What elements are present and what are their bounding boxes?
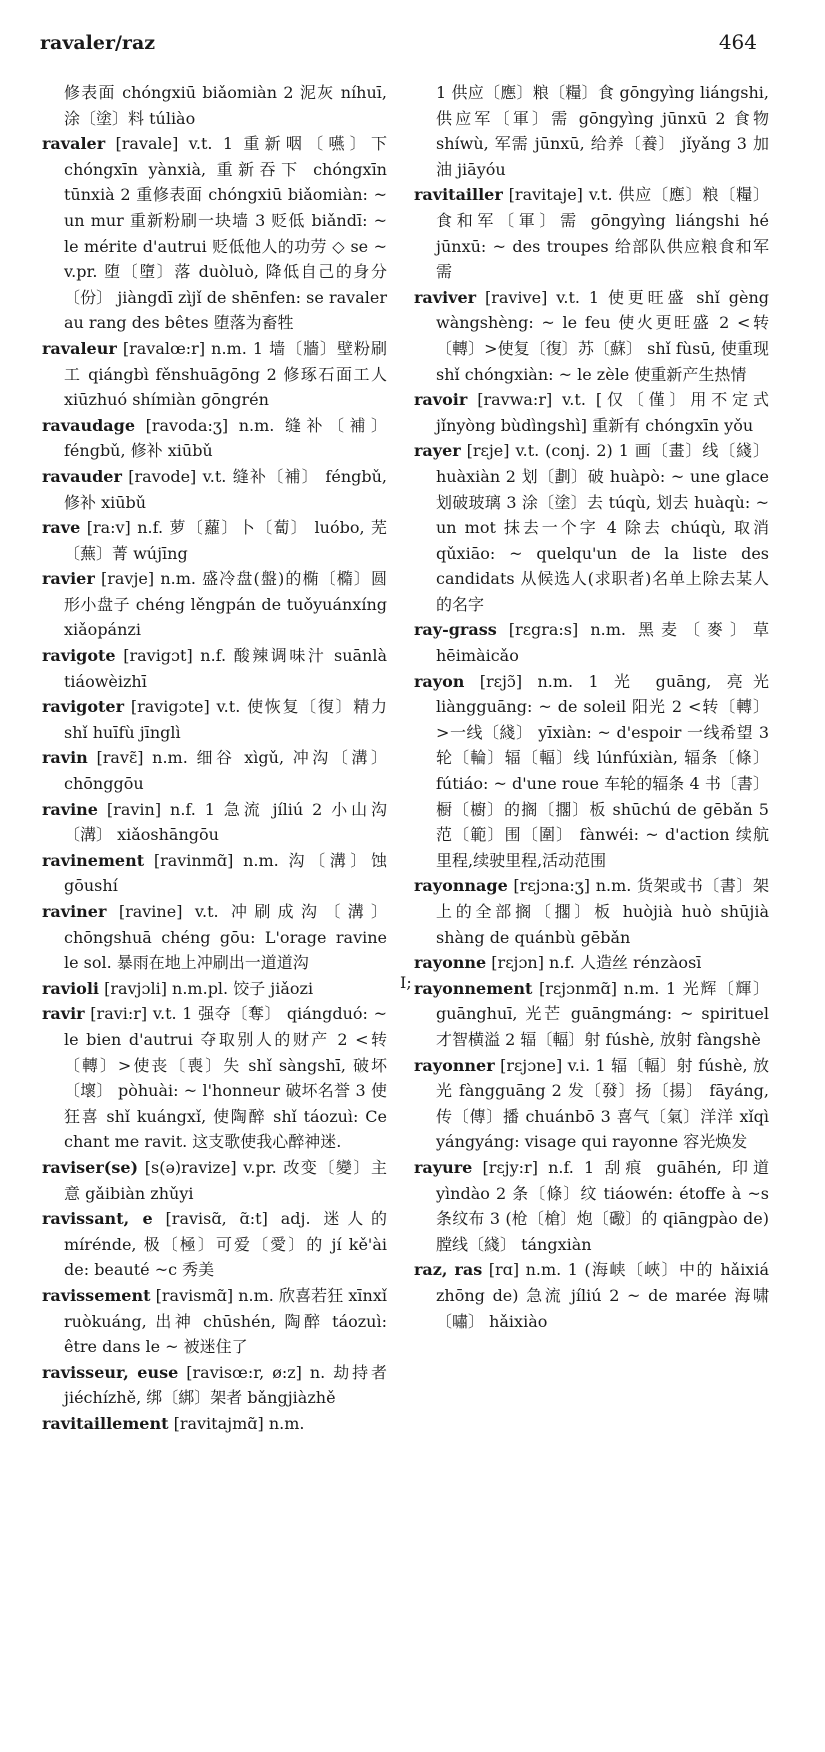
dictionary-entry: rayonnement [rɛjɔnmɑ̃] n.m. 1 光辉〔輝〕 guānghuī, 光芒 guāngmáng: ~ spirituel 才智横溢 2 辐〔輻〕射 fúshè, 放射 fàngshè [414, 978, 769, 1049]
dictionary-entry: ravier [ravje] n.m. 盛冷盘(盤)的椭〔橢〕圆形小盘子 chéng lěngpán de tuǒyuánxíng xiǎopánzi [42, 569, 387, 640]
dictionary-entry: ravioli [ravjɔli] n.m.pl. 饺子 jiǎozi [42, 978, 314, 998]
headword: ravaler [42, 134, 106, 154]
headword: ravir [42, 1004, 85, 1024]
headword: ravaleur [42, 338, 117, 358]
dictionary-entry: ravigote [ravigɔt] n.f. 酸辣调味汁 suānlà tiáowèizhī [42, 646, 387, 691]
dictionary-entry: ravin [ravɛ̃] n.m. 细谷 xìgǔ, 冲沟〔溝〕 chōnggōu [42, 748, 387, 794]
dictionary-entry: ray-grass [rɛgra:s] n.m. 黑麦〔麥〕草 hēimàicǎo [414, 620, 769, 666]
headword: ravisseur, euse [42, 1362, 179, 1382]
headword: rayonne [414, 953, 487, 973]
headword: rayure [414, 1157, 473, 1177]
dictionary-entry: ravigoter [ravigɔte] v.t. 使恢复〔復〕精力 shǐ huīfù jīnglì [42, 697, 387, 742]
dictionary-entry: ravitailler [ravitaje] v.t. 供应〔應〕粮〔糧〕食和军〔軍〕需 gōngyìng liángshi hé jūnxū: ~ des troupes 给部队供应粮食和军需 [414, 185, 769, 282]
dictionary-entry: rayure [rɛjy:r] n.f. 1 刮痕 guāhén, 印道 yìndào 2 条〔條〕纹 tiáowén: étoffe à ~s 条纹布 3 (枪〔槍〕炮〔礮〕的 qiāngpào de) 膛线〔綫〕 tángxiàn [414, 1157, 769, 1254]
headword: ravioli [42, 978, 99, 998]
headword: rayonnement [414, 978, 533, 998]
headword: ravaudage [42, 415, 136, 435]
headword: rayon [414, 671, 465, 691]
dictionary-entry: ravine [ravin] n.f. 1 急流 jíliú 2 小山沟〔溝〕 xiǎoshāngōu [42, 799, 387, 845]
dictionary-entry: ravaleur [ravalœ:r] n.m. 1 墙〔牆〕壁粉刷工 qiángbì fěnshuāgōng 2 修琢石面工人 xiūzhuó shímiàn gōngrén [42, 338, 387, 410]
headword: ravine [42, 799, 98, 819]
margin-mark: I; [400, 973, 412, 992]
headword: rayonnage [414, 876, 508, 896]
headword: ravinement [42, 850, 145, 870]
dictionary-entry: rave [ra:v] n.f. 萝〔蘿〕卜〔蔔〕 luóbo, 芜〔蕪〕菁 wújīng [42, 518, 387, 563]
dictionary-entry: raviner [ravine] v.t. 冲刷成沟〔溝〕 chōngshuā chéng gōu: L'orage ravine le sol. 暴雨在地上冲刷出一道道沟 [42, 902, 387, 973]
page-number: 464 [718, 30, 757, 54]
right-column [414, 80, 769, 1334]
headword: ravitaillement [42, 1413, 169, 1433]
dictionary-entry: ravauder [ravode] v.t. 缝补〔補〕 féngbǔ, 修补 xiūbǔ [42, 466, 387, 512]
dictionary-entry: ravaler [ravale] v.t. 1 重新咽〔嚥〕下 chóngxīn yànxià, 重新吞下 chóngxīn tūnxià 2 重修表面 chóngxiū biǎomiàn: ~ un mur 重新粉刷一块墙 3 贬低 biǎndī: ~ le mérite d'autrui 贬低他人的功劳 ◇ se ~ v.pr. 堕〔墮〕落 duòluò, 降低自己的身分〔份〕 jiàngdī zìjǐ de shēnfen: se ravaler au rang des bêtes 堕落为畜牲 [42, 134, 387, 333]
dictionary-entry: ravitaillement [ravitajmɑ̃] n.m. [42, 1413, 305, 1433]
dictionary-entry: raz, ras [rɑ] n.m. 1 (海峡〔峽〕中的 hǎixiá zhōng de) 急流 jíliú 2 ~ de marée 海啸〔嘯〕 hǎixiào [414, 1260, 769, 1331]
dictionary-entry: raviser(se) [s(ə)ravize] v.pr. 改变〔變〕主意 gǎibiàn zhǔyi [42, 1157, 387, 1203]
dictionary-entry: ravoir [ravwa:r] v.t. [仅〔僅〕用不定式 jǐnyòng bùdìngshì] 重新有 chóngxīn yǒu [414, 390, 769, 435]
dictionary-entry: rayon [rɛjɔ̃] n.m. 1 光 guāng, 亮光 liàngguāng: ~ de soleil 阳光 2 <转〔轉〕>一线〔綫〕 yīxiàn: ~ d'espoir 一线希望 3 轮〔輪〕辐〔輻〕线 lúnfúxiàn, 辐条〔條〕 fútiáo: ~ d'une roue 车轮的辐条 4 书〔書〕橱〔櫥〕的搁〔擱〕板 shūchú de gēbǎn 5 范〔範〕围〔圍〕 fànwéi: ~ d'action 续航里程,续驶里程,活动范围 [414, 671, 769, 870]
dictionary-entry: ravissant, e [ravisɑ̃, ɑ̃:t] adj. 迷人的 mírénde, 极〔極〕可爱〔愛〕的 jí kě'ài de: beauté ~c 秀美 [42, 1209, 387, 1280]
headword: ravigoter [42, 697, 125, 717]
headword: raz, ras [414, 1260, 483, 1280]
dictionary-entry: ravaudage [ravoda:ʒ] n.m. 缝补〔補〕 féngbǔ, 修补 xiūbǔ [42, 415, 387, 461]
left-column [42, 80, 387, 1436]
headword: ray-grass [414, 620, 497, 640]
headword: ravitailler [414, 185, 503, 205]
headword: rayonner [414, 1055, 495, 1075]
headword: rayer [414, 441, 461, 461]
headword: ravauder [42, 466, 122, 486]
headword: ravier [42, 569, 95, 589]
dictionary-entry: rayonnage [rɛjɔna:ʒ] n.m. 货架或书〔書〕架上的全部搁〔擱〕板 huòjià huò shūjià shàng de quánbù gēbǎn [414, 876, 769, 947]
headword: ravigote [42, 646, 116, 666]
dictionary-entry: rayonne [rɛjɔn] n.f. 人造丝 rénzàosī [414, 953, 702, 973]
dictionary-entry: rayonner [rɛjɔne] v.i. 1 辐〔輻〕射 fúshè, 放光 fàngguāng 2 发〔發〕扬〔揚〕 fāyáng, 传〔傳〕播 chuánbō 3 喜气〔氣〕洋洋 xǐqì yángyáng: visage qui rayonne 容光焕发 [414, 1055, 769, 1152]
dictionary-entry: raviver [ravive] v.t. 1 使更旺盛 shǐ gèng wàngshèng: ~ le feu 使火更旺盛 2 <转〔轉〕>使复〔復〕苏〔蘇〕 shǐ fùsū, 使重现 shǐ chóngxiàn: ~ le zèle 使重新产生热情 [414, 287, 769, 384]
headword: ravissement [42, 1285, 151, 1305]
headword: rave [42, 518, 81, 538]
running-head: ravaler/raz [40, 32, 156, 54]
dictionary-entry: ravissement [ravismɑ̃] n.m. 欣喜若狂 xīnxǐ ruòkuáng, 出神 chūshén, 陶醉 táozuì: être dans le ~ 被迷住了 [42, 1285, 387, 1357]
headword: ravissant, e [42, 1209, 153, 1229]
dictionary-entry: ravisseur, euse [ravisœ:r, ø:z] n. 劫持者 jiéchízhě, 绑〔綁〕架者 bǎngjiàzhě [42, 1362, 388, 1408]
headword: ravoir [414, 390, 468, 410]
dictionary-entry: ravinement [ravinmɑ̃] n.m. 沟〔溝〕蚀 gōushí [42, 850, 387, 896]
dictionary-entry: 修表面 chóngxiū biǎomiàn 2 泥灰 níhuī, 涂〔塗〕料 túliào [64, 83, 387, 128]
dictionary-entry: 1 供应〔應〕粮〔糧〕食 gōngyìng liángshi, 供应军〔軍〕需 gōngyìng jūnxū 2 食物 shíwù, 军需 jūnxū, 给养〔養〕 jǐyǎng 3 加油 jiāyóu [436, 83, 769, 179]
dictionary-entry: rayer [rɛje] v.t. (conj. 2) 1 画〔畫〕线〔綫〕 huàxiàn 2 划〔劃〕破 huàpò: ~ une glace 划破玻璃 3 涂〔塗〕去 túqù, 划去 huàqù: ~ un mot 抹去一个字 4 除去 chúqù, 取消 qǔxiāo: ~ quelqu'un de la liste des candidats 从候选人(求职者)名单上除去某人的名字 [414, 441, 769, 614]
headword: raviser(se) [42, 1157, 139, 1177]
headword: ravin [42, 748, 88, 768]
dictionary-entry: ravir [ravi:r] v.t. 1 强夺〔奪〕 qiángduó: ~ le bien d'autrui 夺取别人的财产 2 <转〔轉〕>使丧〔喪〕失 shǐ sàngshī, 破坏〔壞〕 pòhuài: ~ l'honneur 破坏名誉 3 使狂喜 shǐ kuángxǐ, 使陶醉 shǐ táozuì: Ce chant me ravit. 这支歌使我心醉神迷. [42, 1004, 387, 1152]
headword: raviner [42, 902, 107, 921]
headword: raviver [414, 287, 477, 307]
